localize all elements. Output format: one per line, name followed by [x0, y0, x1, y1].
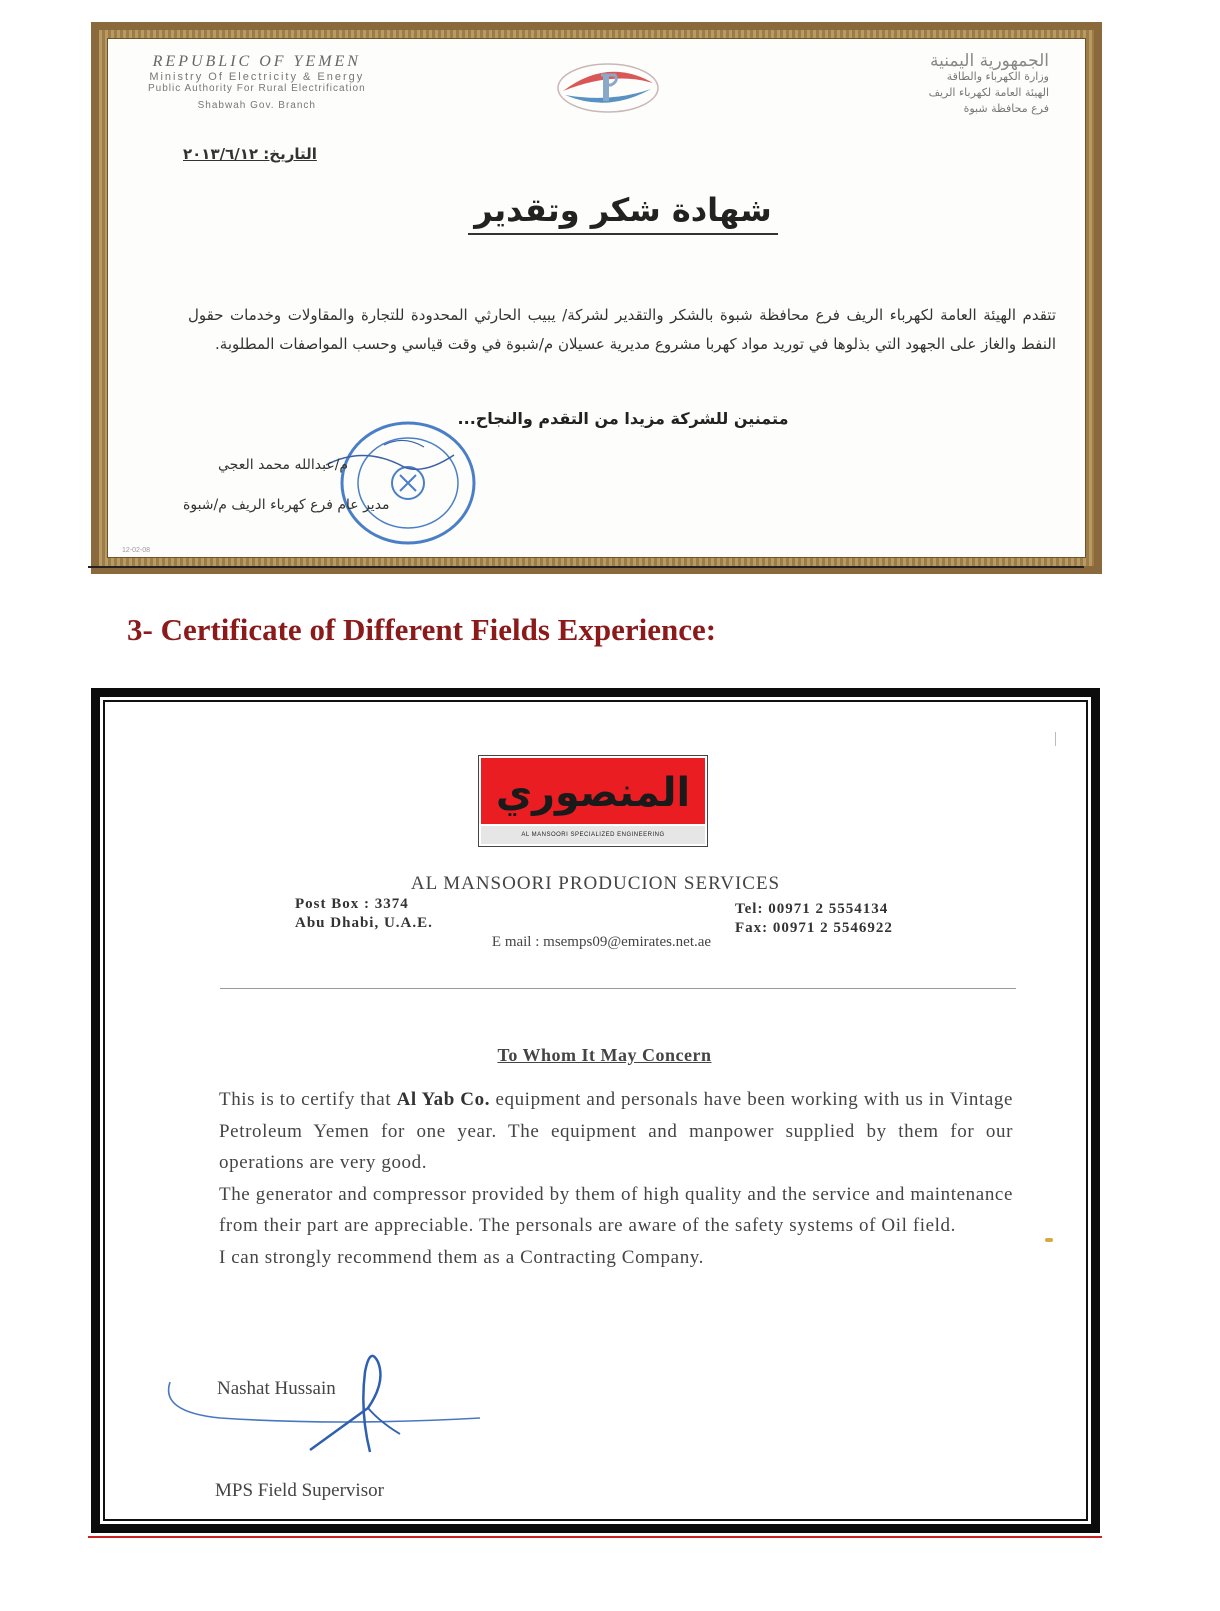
salutation: To Whom It May Concern — [497, 1045, 712, 1065]
paragraph-2: The generator and compressor provided by them of high quality and the service and maintenance from their part are appreciable. The personals are aware of the safety systems of Oil field. — [219, 1183, 1013, 1236]
scan-mark — [1055, 732, 1056, 746]
section-heading: 3- Certificate of Different Fields Experience: — [127, 612, 717, 647]
scan-mark — [1045, 1238, 1053, 1242]
paragraph-1-end: equipment and personals have been working with us in Vintage Petroleum Yemen for one year. The equipment and manpower supplied by them for our operations are very good. — [219, 1089, 1013, 1173]
letterhead-en-line2: Ministry Of Electricity & Energy — [149, 71, 365, 83]
handwritten-signature-icon — [160, 1342, 480, 1462]
letterhead-arabic — [929, 53, 1049, 117]
company-logo — [478, 755, 708, 847]
company-logo-mark-icon — [481, 758, 705, 824]
telephone: Tel: 00971 2 5554134 — [735, 901, 889, 917]
signer-title: MPS Field Supervisor — [215, 1480, 384, 1501]
signer-name: Nashat Hussain — [217, 1378, 336, 1399]
company-logo-subtext: AL MANSOORI SPECIALIZED ENGINEERING — [481, 826, 705, 844]
company-logo-red-block — [481, 758, 705, 824]
certificate-signer: م/عبدالله محمد العجي — [218, 457, 349, 473]
letterhead-ar-line2: وزارة الكهرباء والطاقة — [946, 70, 1049, 83]
certificate-date: التاريخ: ٢٠١٣/٦/١٢ — [183, 145, 317, 163]
letterhead-ar-line1: الجمهورية اليمنية — [929, 51, 1049, 71]
paragraph-1 — [219, 1084, 1013, 1179]
certificate-body — [219, 1084, 1013, 1273]
letterhead-english — [148, 53, 366, 111]
letterhead-en-line3: Public Authority For Rural Electrification — [148, 83, 366, 94]
paragraph-1-start: This is to certify that — [219, 1089, 397, 1110]
company-email: E mail : msemps09@emirates.net.ae — [491, 934, 712, 950]
authority-logo-icon — [553, 53, 663, 123]
arabic-certificate-paper — [107, 38, 1086, 558]
certificate-frame-inner — [100, 697, 1091, 1524]
divider-line — [88, 566, 1084, 568]
letterhead-en-line4: Shabwah Gov. Branch — [197, 100, 316, 111]
company-address — [295, 895, 433, 933]
certificate-frame-mat — [99, 30, 1094, 566]
paragraph-3: I can strongly recommend them as a Contracting Company. — [219, 1246, 705, 1268]
certificate-code: 12-02-08 — [122, 547, 151, 554]
certificate-title: شهادة شكر وتقدير — [468, 191, 778, 235]
company-contact — [735, 900, 893, 938]
certificate-wish: متمنين للشركة مزيدا من التقدم والنجاح... — [457, 409, 789, 428]
company-name: AL MANSOORI PRODUCION SERVICES — [410, 873, 781, 894]
post-box: Post Box : 3374 — [295, 896, 409, 912]
fax: Fax: 00971 2 5546922 — [735, 920, 893, 936]
english-certificate-frame — [91, 688, 1100, 1533]
certificate-body: تتقدم الهيئة العامة لكهرباء الريف فرع محافظة شبوة بالشكر والتقدير لشركة/ يبيب الحارثي المحدودة للتجارة والمقاولات وخدمات حقول النفط والغاز على الجهود التي بذلوها في توريد مواد كهربا مشروع مديرية عسيلان م/شبوة في وقت قياسي وحسب المواصفات المطلوبة. — [188, 306, 1056, 353]
footer-rule — [88, 1536, 1102, 1538]
city: Abu Dhabi, U.A.E. — [295, 915, 433, 931]
official-stamp-icon — [324, 405, 480, 549]
letterhead-ar-line4: فرع محافظة شبوة — [963, 102, 1049, 115]
letterhead-divider — [220, 988, 1016, 989]
certificate-signer-position: مدير عام فرع كهرباء الريف م/شبوة — [183, 497, 390, 513]
english-certificate-paper — [103, 700, 1088, 1521]
letterhead-ar-line3: الهيئة العامة لكهرباء الريف — [928, 86, 1049, 99]
arabic-certificate-frame — [91, 22, 1102, 574]
certified-company: Al Yab Co. — [396, 1089, 491, 1110]
letterhead-en-line1: REPUBLIC OF YEMEN — [152, 53, 361, 70]
company-logo-text: المنصوري — [495, 769, 691, 817]
